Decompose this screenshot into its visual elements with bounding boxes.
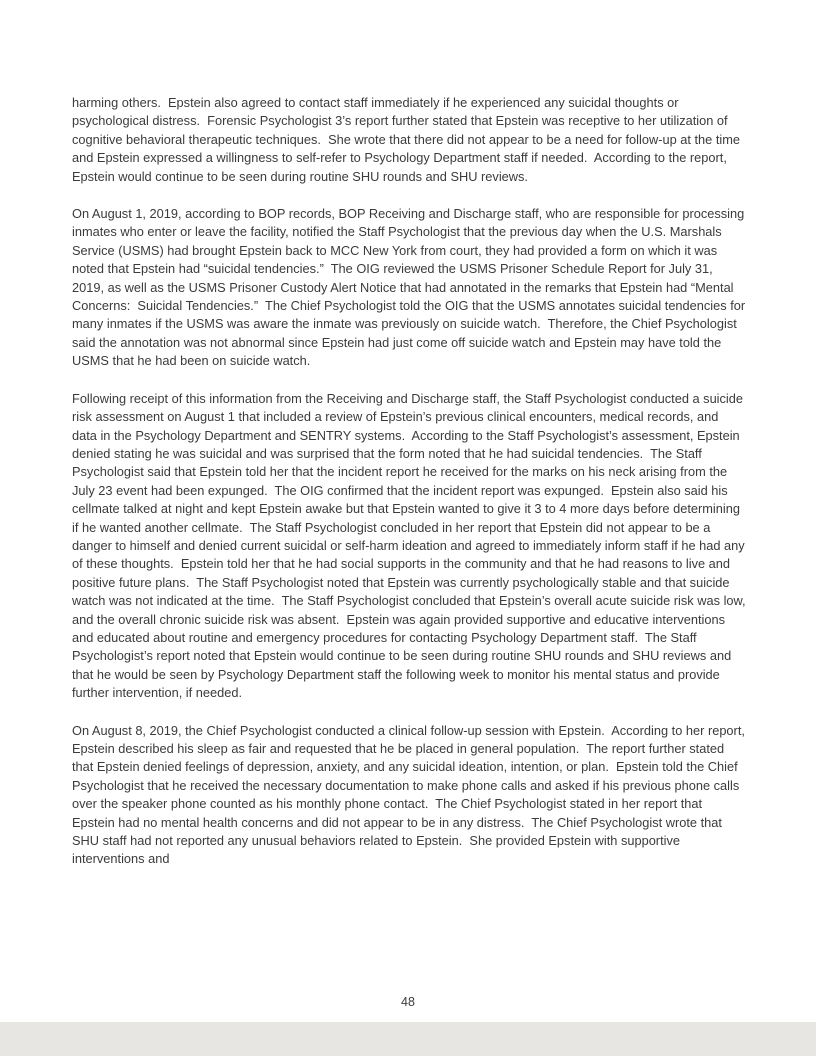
paragraph-3: Following receipt of this information from the Receiving and Discharge staff, the Staff Psychologist conducted a suicide risk assessment on August 1 that included a review of Epstein’s previous clinical encounters, medical records, and data in the Psychology Department and SENTRY systems. According to the Staff Psychologist’s assessment, Epstein denied stating he was suicidal and was surprised that the form noted that he had suicidal tendencies. The Staff Psychologist said that Epstein told her that the incident report he received for the marks on his neck arising from the July 23 event had been expunged. The OIG confirmed that the incident report was expunged. Epstein also said his cellmate talked at night and kept Epstein awake but that Epstein wanted to give it 3 to 4 more days before determining if he wanted another cellmate. The Staff Psychologist concluded in her report that Epstein did not appear to be a danger to himself and denied current suicidal or self-harm ideation and agreed to immediately inform staff if he had any of these thoughts. Epstein told her that he had social supports in the community and that he had reasons to live and positive future plans. The Staff Psychologist noted that Epstein was currently psychologically stable and that suicide watch was not indicated at the time. The Staff Psychologist concluded that Epstein’s overall acute suicide risk was low, and the overall chronic suicide risk was absent. Epstein was again provided supportive and educative interventions and educated about routine and emergency procedures for contacting Psychology Department staff. The Staff Psychologist’s report noted that Epstein would continue to be seen during routine SHU rounds and SHU reviews and that he would be seen by Psychology Department staff the following week to monitor his mental status and provide further intervention, if needed. bbox=[72, 390, 750, 701]
paragraph-4: On August 8, 2019, the Chief Psychologist conducted a clinical follow-up session with Epstein. According to her report, Epstein described his sleep as fair and requested that he be placed in general population. The report further stated that Epstein denied feelings of depression, anxiety, and any suicidal ideation, intention, or plan. Epstein told the Chief Psychologist that he received the necessary documentation to make phone calls and asked if his previous phone calls over the speaker phone counted as his monthly phone contact. The Chief Psychologist stated in her report that Epstein had no mental health concerns and did not appear to be in any distress. The Chief Psychologist wrote that SHU staff had not reported any unusual behaviors related to Epstein. She provided Epstein with supportive interventions and bbox=[72, 722, 749, 867]
paragraph-2: On August 1, 2019, according to BOP records, BOP Receiving and Discharge staff, who are responsible for processing inmates who enter or leave the facility, notified the Staff Psychologist that the previous day when the U.S. Marshals Service (USMS) had brought Epstein back to MCC New York from court, they had provided a form on which it was noted that Epstein had “suicidal tendencies.” The OIG reviewed the USMS Prisoner Schedule Report for July 31, 2019, as well as the USMS Prisoner Custody Alert Notice that had annotated in the remarks that Epstein had “Mental Concerns: Suicidal Tendencies.” The Chief Psychologist told the OIG that the USMS annotates suicidal tendencies for many inmates if the USMS was aware the inmate was previously on suicide watch. Therefore, the Chief Psychologist said the annotation was not abnormal since Epstein had just come off suicide watch and Epstein may have told the USMS that he had been on suicide watch. bbox=[72, 206, 749, 369]
bottom-gray-bar bbox=[0, 1022, 816, 1056]
page-footer bbox=[0, 993, 816, 1011]
paragraph-1: harming others. Epstein also agreed to contact staff immediately if he experienced any suicidal thoughts or psychological distress. Forensic Psychologist 3’s report further stated that Epstein was receptive to her utilization of cognitive behavioral therapeutic techniques. She wrote that there did not appear to be a need for follow-up at the time and Epstein expressed a willingness to self-refer to Psychology Department staff if needed. According to the report, Epstein would continue to be seen during routine SHU rounds and SHU reviews. bbox=[72, 95, 744, 184]
page-body bbox=[72, 94, 750, 888]
page-number: 48 bbox=[401, 995, 415, 1009]
